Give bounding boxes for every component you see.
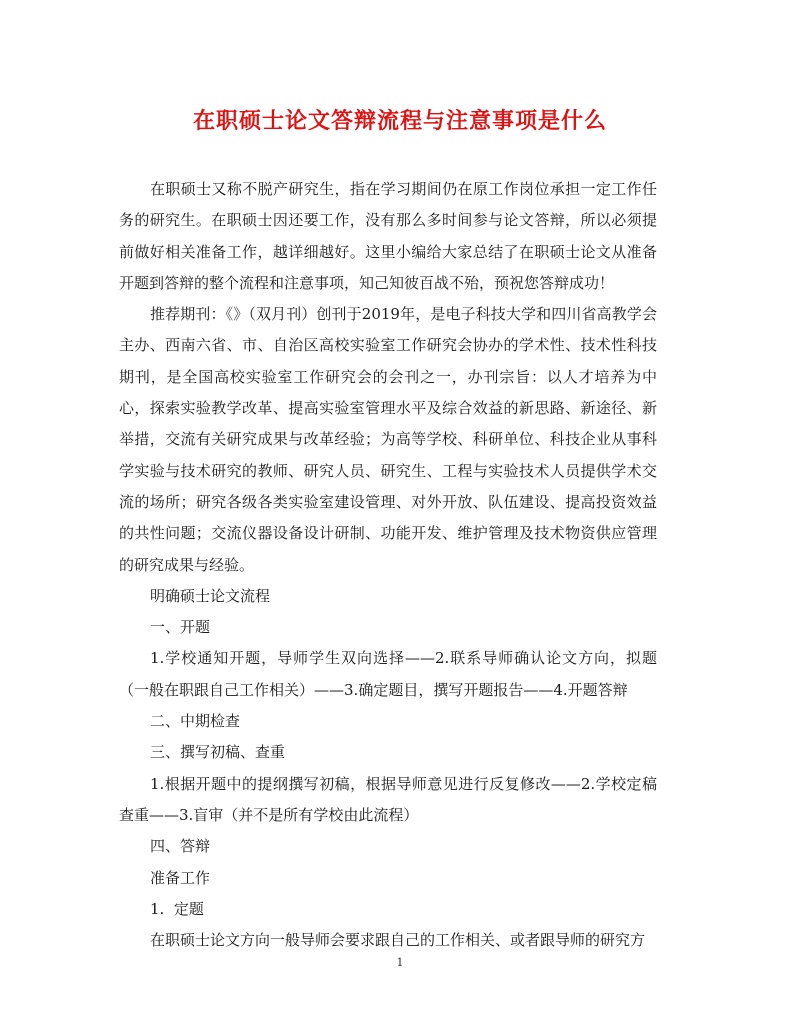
document-body <box>119 174 657 956</box>
heading-step-4: 四、答辩 <box>150 837 211 856</box>
page-number: 1 <box>396 956 404 969</box>
heading-step-3: 三、撰写初稿、查重 <box>150 743 286 762</box>
heading-preparation: 准备工作 <box>150 868 211 887</box>
paragraph-topic: 在职硕士论文方向一般导师会要求跟自己的工作相关、或者跟导师的研究方 <box>150 931 646 950</box>
heading-step-1: 一、开题 <box>150 618 211 637</box>
heading-process: 明确硕士论文流程 <box>150 586 271 605</box>
heading-step-2: 二、中期检查 <box>150 712 241 731</box>
paragraph-step-1: 1.学校通知开题，导师学生双向选择——2.联系导师确认论文方向，拟题（一般在职跟自己工作相关）——3.确定题目，撰写开题报告——4.开题答辩 <box>119 649 657 699</box>
paragraph-journal: 推荐期刊：《》（双月刊）创刊于2019年，是电子科技大学和四川省高教学会主办、西南六省、市、自治区高校实验室工作研究会协办的学术性、技术性科技期刊，是全国高校实验室工作研究会的会刊之一，办刊宗旨：以人才培养为中心，探索实验教学改革、提高实验室管理水平及综合效益的新思路、新途径、新举措，交流有关研究成果与改革经验；为高等学校、科研单位、科技企业从事科学实验与技术研究的教师、研究人员、研究生、工程与实验技术人员提供学术交流的场所；研究各级各类实验室建设管理、对外开放、队伍建设、提高投资效益的共性问题；交流仪器设备设计研制、功能开发、维护管理及技术物资供应管理的研究成果与经验。 <box>119 305 657 574</box>
paragraph-intro: 在职硕士又称不脱产研究生，指在学习期间仍在原工作岗位承担一定工作任务的研究生。在职硕士因还要工作，没有那么多时间参与论文答辩，所以必须提前做好相关准备工作，越详细越好。这里小编给大家总结了在职硕士论文从准备开题到答辩的整个流程和注意事项，知己知彼百战不殆，预祝您答辩成功！ <box>119 180 657 292</box>
heading-topic: 1. 定题 <box>150 899 204 918</box>
paragraph-step-3: 1.根据开题中的提纲撰写初稿，根据导师意见进行反复修改——2.学校定稿查重——3.盲审（并不是所有学校由此流程） <box>119 774 657 824</box>
document-title: 在职硕士论文答辩流程与注意事项是什么 <box>192 108 607 134</box>
